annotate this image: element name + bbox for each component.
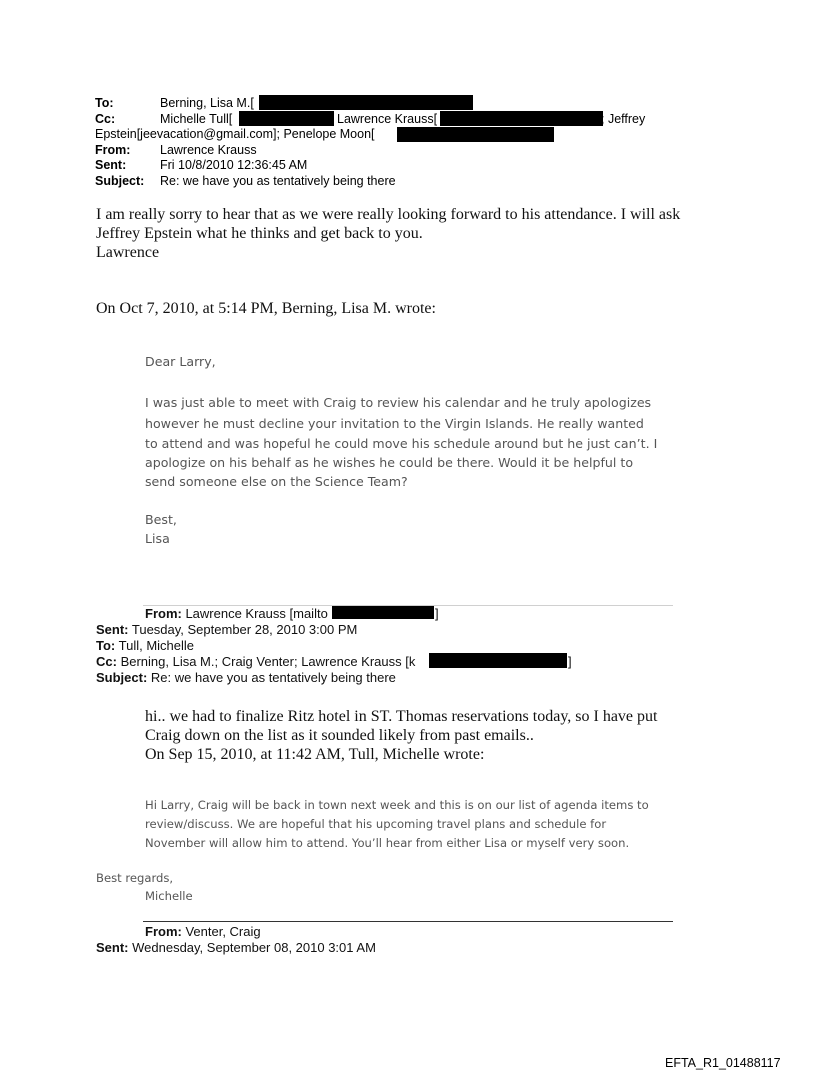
fwd2-from: From: Venter, Craig <box>145 924 261 939</box>
header-cc-value-1: Michelle Tull[ <box>160 112 233 126</box>
header-subject-value: Re: we have you as tentatively being there <box>160 174 396 188</box>
header-cc-label: Cc: <box>95 112 116 126</box>
redaction-block <box>397 127 554 142</box>
lisa-body-line: apologize on his behalf as he wishes he could be there. Would it be helpful to <box>145 455 634 470</box>
header-from-label: From: <box>95 143 131 157</box>
header-sent-value: Fri 10/8/2010 12:36:45 AM <box>160 158 308 172</box>
fwd1-from: From: Lawrence Krauss [mailto <box>145 606 328 621</box>
header-cc-value-4: Epstein[jeevacation@gmail.com]; Penelope Moon[ <box>95 127 375 141</box>
michelle-body-line: review/discuss. We are hopeful that his upcoming travel plans and schedule for <box>145 817 607 831</box>
redaction-block <box>429 653 567 668</box>
quote-intro: On Oct 7, 2010, at 5:14 PM, Berning, Lisa M. wrote: <box>96 300 436 317</box>
header-cc-value-2: Lawrence Krauss[ <box>337 112 438 126</box>
header-sent-label: Sent: <box>95 158 127 172</box>
fwd1-from-end: ] <box>435 606 439 621</box>
fwd2-sent: Sent: Wednesday, September 08, 2010 3:01 AM <box>96 940 376 955</box>
michelle-closing: Best regards, <box>96 871 174 885</box>
redaction-block <box>259 95 473 110</box>
header-subject-label: Subject: <box>95 174 145 188</box>
krauss-line-1: hi.. we had to finalize Ritz hotel in ST. Thomas reservations today, so I have put <box>145 708 658 725</box>
michelle-body-line: November will allow him to attend. You’ll hear from either Lisa or myself very soon. <box>145 836 630 850</box>
lisa-body-line: send someone else on the Science Team? <box>145 474 408 489</box>
lisa-closing: Best, <box>145 512 177 527</box>
lisa-name: Lisa <box>145 531 170 546</box>
lisa-body-line: to attend and was hopeful he could move his schedule around but he just can’t. I <box>145 436 658 451</box>
fwd1-to: To: Tull, Michelle <box>96 638 194 653</box>
separator-rule <box>143 921 673 922</box>
header-to-label: To: <box>95 96 114 110</box>
krauss-line-3: On Sep 15, 2010, at 11:42 AM, Tull, Michelle wrote: <box>145 746 485 763</box>
lisa-body-line: however he must decline your invitation to the Virgin Islands. He really wanted <box>145 416 644 431</box>
header-cc-value-3: ; Jeffrey <box>601 112 646 126</box>
redaction-block <box>440 111 603 126</box>
document-id: EFTA_R1_01488117 <box>665 1056 781 1070</box>
fwd1-sent: Sent: Tuesday, September 28, 2010 3:00 PM <box>96 622 358 637</box>
lisa-body-line: I was just able to meet with Craig to review his calendar and he truly apologizes <box>145 395 652 410</box>
michelle-body-line: Hi Larry, Craig will be back in town next week and this is on our list of agenda items to <box>145 798 649 812</box>
michelle-name: Michelle <box>145 889 193 903</box>
header-from-value: Lawrence Krauss <box>160 143 257 157</box>
reply-signature: Lawrence <box>96 244 160 261</box>
header-to-value: Berning, Lisa M.[ <box>160 96 254 110</box>
redaction-block <box>239 111 334 126</box>
krauss-line-2: Craig down on the list as it sounded likely from past emails.. <box>145 727 534 744</box>
fwd1-cc: Cc: Berning, Lisa M.; Craig Venter; Lawrence Krauss [k <box>96 654 416 669</box>
lisa-greeting: Dear Larry, <box>145 354 216 369</box>
reply-line-2: Jeffrey Epstein what he thinks and get back to you. <box>96 225 423 242</box>
fwd1-subject: Subject: Re: we have you as tentatively being there <box>96 670 396 685</box>
redaction-block <box>332 606 434 619</box>
reply-line-1: I am really sorry to hear that as we were really looking forward to his attendance. I will ask <box>96 206 681 223</box>
fwd1-cc-end: ] <box>568 654 572 669</box>
